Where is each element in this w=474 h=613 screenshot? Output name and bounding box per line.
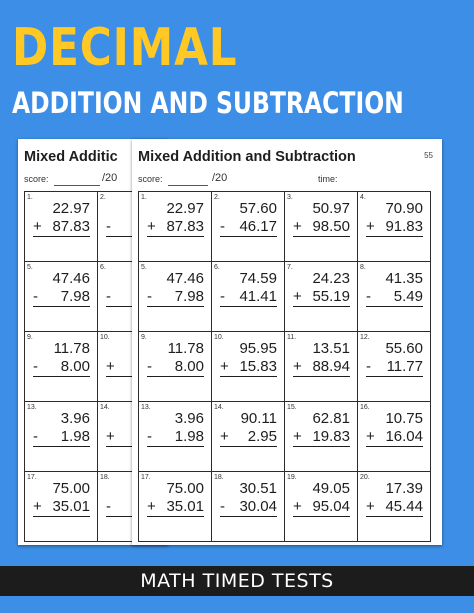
- problem-number: 1.: [27, 194, 33, 201]
- problem-number: 19.: [287, 474, 297, 481]
- problem-number: 4.: [360, 194, 366, 201]
- problem-bottom-number: 87.83: [52, 218, 90, 235]
- problem-bottom-number: 8.00: [174, 358, 204, 375]
- front-problem-cell: [212, 262, 285, 332]
- problem-number: 13.: [141, 404, 151, 411]
- problem-number: 14.: [214, 404, 224, 411]
- problem-top-number: 50.97: [312, 200, 350, 217]
- problem-operator: +: [293, 428, 302, 445]
- back-score-max: /20: [102, 172, 118, 184]
- problem-number: 7.: [287, 264, 293, 271]
- front-problem-cell: [212, 402, 285, 472]
- front-problem-grid: [138, 191, 431, 542]
- front-problem-cell: [358, 402, 431, 472]
- problem-bottom-line: [147, 428, 204, 447]
- problem-bottom-line: [33, 428, 90, 447]
- problem-top-number: 49.05: [312, 480, 350, 497]
- problem-bottom-line: [293, 358, 350, 377]
- problem-number: 17.: [141, 474, 151, 481]
- problem-top-number: 22.97: [52, 200, 90, 217]
- back-problem-cell: [25, 472, 98, 542]
- problem-bottom-line: [33, 288, 90, 307]
- problem-number: 5.: [27, 264, 33, 271]
- problem-bottom-number: 98.50: [312, 218, 350, 235]
- back-problem-cell: [25, 402, 98, 472]
- problem-bottom-line: [33, 498, 90, 517]
- back-score-label: score:: [24, 174, 49, 184]
- problem-number: 18.: [214, 474, 224, 481]
- problem-bottom-number: 11.77: [386, 358, 423, 375]
- problem-bottom-line: [220, 288, 277, 307]
- problem-top-number: 90.11: [240, 410, 277, 427]
- problem-top-number: 70.90: [385, 200, 423, 217]
- problem-bottom-number: 16.04: [385, 428, 423, 445]
- problem-bottom-line: [366, 428, 423, 447]
- problem-bottom-number: 87.83: [166, 218, 204, 235]
- problem-top-number: 17.39: [385, 480, 423, 497]
- problem-number: 16.: [360, 404, 370, 411]
- problem-bottom-number: 95.04: [312, 498, 350, 515]
- problem-bottom-number: 19.83: [312, 428, 350, 445]
- problem-top-number: 55.60: [385, 340, 423, 357]
- problem-operator: +: [33, 218, 42, 235]
- back-score-line: [54, 185, 100, 186]
- problem-top-number: 62.81: [312, 410, 350, 427]
- problem-operator: +: [293, 218, 302, 235]
- problem-bottom-line: [147, 218, 204, 237]
- front-time-label: time:: [318, 174, 338, 184]
- problem-bottom-number: 7.98: [60, 288, 90, 305]
- problem-bottom-line: [33, 358, 90, 377]
- back-problem-cell: [25, 262, 98, 332]
- problem-operator: +: [147, 218, 156, 235]
- problem-number: 9.: [141, 334, 147, 341]
- problem-top-number: 11.78: [53, 340, 90, 357]
- problem-bottom-number: 88.94: [312, 358, 350, 375]
- front-problem-cell: [139, 472, 212, 542]
- problem-operator: +: [106, 428, 115, 445]
- front-problem-cell: [139, 262, 212, 332]
- problem-bottom-number: 41.41: [239, 288, 277, 305]
- problem-bottom-number: 91.83: [385, 218, 423, 235]
- problem-top-number: 30.51: [239, 480, 277, 497]
- banner-text: MATH TIMED TESTS: [140, 570, 334, 592]
- problem-bottom-line: [33, 218, 90, 237]
- back-worksheet-title: Mixed Additic: [24, 149, 118, 165]
- problem-top-number: 47.46: [52, 270, 90, 287]
- front-problem-cell: [358, 332, 431, 402]
- problem-operator: +: [293, 498, 302, 515]
- problem-operator: +: [220, 428, 229, 445]
- problem-bottom-number: 1.98: [174, 428, 204, 445]
- problem-top-number: 10.75: [385, 410, 423, 427]
- problem-bottom-number: 7.98: [174, 288, 204, 305]
- problem-top-number: 13.51: [312, 340, 350, 357]
- problem-operator: -: [220, 498, 225, 515]
- front-problem-cell: [358, 472, 431, 542]
- problem-number: 10.: [100, 334, 110, 341]
- front-score-max: /20: [212, 172, 228, 184]
- problem-top-number: 75.00: [52, 480, 90, 497]
- page-number: 55: [424, 151, 433, 160]
- problem-top-number: 11.78: [167, 340, 204, 357]
- front-worksheet: [132, 139, 442, 545]
- front-problem-cell: [285, 262, 358, 332]
- problem-top-number: 75.00: [166, 480, 204, 497]
- front-worksheet-title: Mixed Addition and Subtraction: [138, 149, 356, 165]
- problem-bottom-number: 8.00: [60, 358, 90, 375]
- problem-bottom-line: [293, 288, 350, 307]
- problem-bottom-line: [293, 498, 350, 517]
- problem-operator: +: [366, 498, 375, 515]
- problem-operator: -: [220, 288, 225, 305]
- problem-top-number: 41.35: [385, 270, 423, 287]
- problem-operator: -: [33, 428, 38, 445]
- problem-bottom-line: [220, 428, 277, 447]
- front-problem-cell: [358, 192, 431, 262]
- problem-number: 11.: [287, 334, 297, 341]
- front-score-line: [168, 185, 208, 186]
- front-problem-cell: [285, 472, 358, 542]
- problem-number: 5.: [141, 264, 147, 271]
- front-score-label: score:: [138, 174, 163, 184]
- problem-bottom-number: 55.19: [312, 288, 350, 305]
- problem-number: 2.: [100, 194, 106, 201]
- problem-bottom-number: 30.04: [239, 498, 277, 515]
- problem-bottom-number: 15.83: [239, 358, 277, 375]
- problem-bottom-line: [220, 498, 277, 517]
- problem-bottom-line: [293, 218, 350, 237]
- problem-number: 14.: [100, 404, 110, 411]
- cover-subtitle: ADDITION AND SUBTRACTION: [12, 86, 404, 120]
- problem-operator: -: [147, 428, 152, 445]
- front-problem-cell: [212, 472, 285, 542]
- back-problem-cell: [25, 332, 98, 402]
- problem-bottom-number: 45.44: [385, 498, 423, 515]
- problem-bottom-line: [366, 288, 423, 307]
- problem-bottom-number: 2.95: [247, 428, 277, 445]
- front-problem-cell: [285, 332, 358, 402]
- problem-number: 6.: [214, 264, 220, 271]
- front-problem-cell: [139, 332, 212, 402]
- problem-number: 12.: [360, 334, 370, 341]
- problem-operator: -: [33, 288, 38, 305]
- problem-operator: -: [366, 288, 371, 305]
- problem-number: 13.: [27, 404, 37, 411]
- problem-bottom-line: [366, 358, 423, 377]
- front-problem-cell: [285, 192, 358, 262]
- problem-operator: -: [366, 358, 371, 375]
- problem-bottom-line: [220, 218, 277, 237]
- problem-number: 18.: [100, 474, 110, 481]
- problem-top-number: 22.97: [166, 200, 204, 217]
- problem-operator: -: [33, 358, 38, 375]
- problem-bottom-number: 1.98: [60, 428, 90, 445]
- front-problem-cell: [139, 402, 212, 472]
- problem-number: 9.: [27, 334, 33, 341]
- problem-number: 20.: [360, 474, 370, 481]
- problem-number: 6.: [100, 264, 106, 271]
- problem-bottom-number: 35.01: [166, 498, 204, 515]
- problem-operator: -: [106, 218, 111, 235]
- problem-bottom-number: 46.17: [239, 218, 277, 235]
- problem-operator: +: [33, 498, 42, 515]
- problem-top-number: 57.60: [239, 200, 277, 217]
- problem-bottom-line: [293, 428, 350, 447]
- problem-operator: +: [293, 358, 302, 375]
- problem-number: 10.: [214, 334, 224, 341]
- problem-number: 17.: [27, 474, 37, 481]
- problem-operator: +: [106, 358, 115, 375]
- problem-bottom-line: [366, 218, 423, 237]
- problem-bottom-line: [366, 498, 423, 517]
- problem-bottom-line: [220, 358, 277, 377]
- problem-operator: +: [366, 428, 375, 445]
- problem-bottom-line: [147, 358, 204, 377]
- front-problem-cell: [139, 192, 212, 262]
- back-problem-cell: [25, 192, 98, 262]
- problem-top-number: 3.96: [174, 410, 204, 427]
- problem-number: 2.: [214, 194, 220, 201]
- front-problem-cell: [212, 332, 285, 402]
- problem-top-number: 3.96: [60, 410, 90, 427]
- problem-number: 3.: [287, 194, 293, 201]
- problem-bottom-number: 35.01: [52, 498, 90, 515]
- problem-top-number: 74.59: [239, 270, 277, 287]
- problem-bottom-line: [147, 498, 204, 517]
- problem-operator: -: [106, 288, 111, 305]
- front-problem-cell: [212, 192, 285, 262]
- problem-bottom-number: 5.49: [393, 288, 423, 305]
- problem-operator: -: [220, 218, 225, 235]
- problem-top-number: 95.95: [239, 340, 277, 357]
- problem-operator: -: [147, 358, 152, 375]
- problem-number: 8.: [360, 264, 366, 271]
- problem-top-number: 24.23: [312, 270, 350, 287]
- front-problem-cell: [285, 402, 358, 472]
- problem-number: 15.: [287, 404, 297, 411]
- problem-operator: -: [106, 498, 111, 515]
- problem-operator: +: [147, 498, 156, 515]
- problem-operator: +: [366, 218, 375, 235]
- problem-number: 1.: [141, 194, 147, 201]
- front-problem-cell: [358, 262, 431, 332]
- problem-operator: +: [293, 288, 302, 305]
- problem-operator: +: [220, 358, 229, 375]
- problem-operator: -: [147, 288, 152, 305]
- problem-bottom-line: [147, 288, 204, 307]
- problem-top-number: 47.46: [166, 270, 204, 287]
- cover-title: DECIMAL: [12, 18, 238, 78]
